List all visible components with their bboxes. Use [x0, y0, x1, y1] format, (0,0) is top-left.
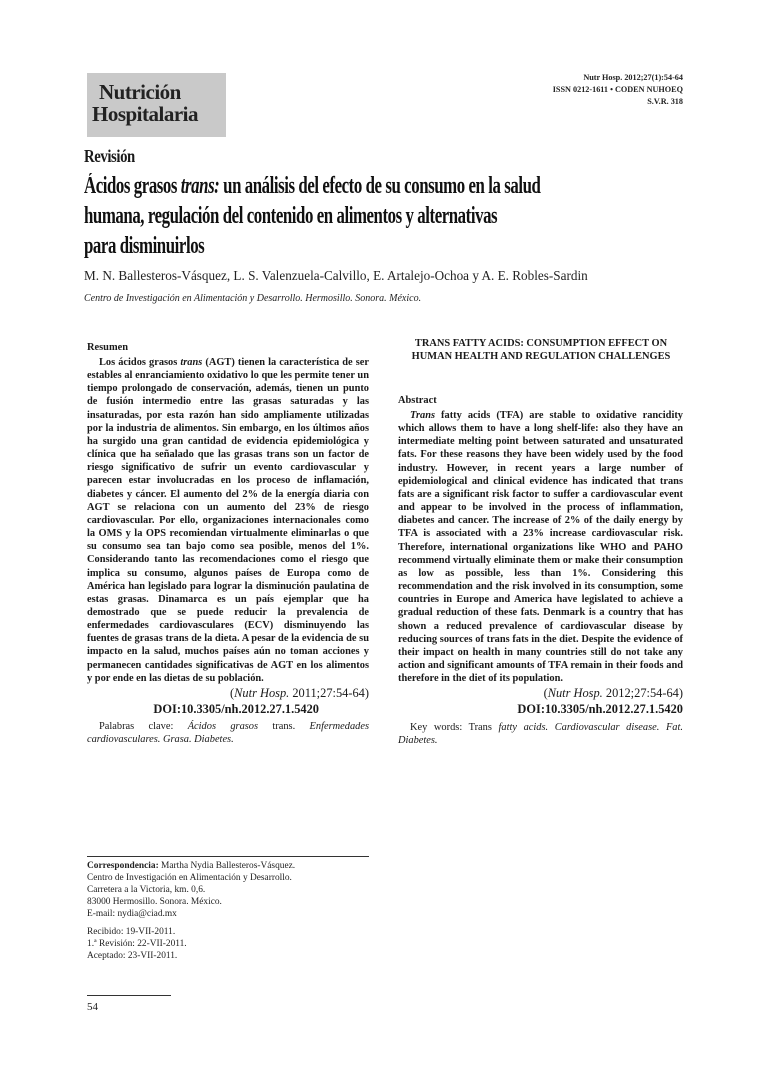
abstract-heading [398, 390, 683, 408]
footer-rule [87, 995, 171, 996]
abstract-keywords: Key words: Trans fatty acids. Cardiovascular disease. Fat. Diabetes. [398, 721, 683, 746]
journal-svr: S.V.R. 318 [647, 97, 683, 106]
correspondence-label: Correspondencia: [87, 861, 159, 871]
abstract-citation: (Nutr Hosp. 2012;27:54-64) [543, 686, 683, 701]
abstract-lead-italic: Trans [410, 410, 436, 421]
abstract-doi[interactable]: DOI:10.3305/nh.2012.27.1.5420 [517, 702, 683, 717]
resumen-lead-italic: trans [180, 357, 203, 368]
resumen-citation: (Nutr Hosp. 2011;27:54-64) [230, 685, 369, 700]
resumen-lead: Los ácidos grasos [99, 357, 181, 368]
resumen-text: (AGT) tienen la característica de ser estables al enranciamiento oxidativo lo que les permite tener un tiempo prolongado de conservación, además, tienen un punto de fusión intermedio entre las grasas saturadas y las insaturadas, por esta razón han sido ampliamente utilizadas por la industria de alimentos. Sin embargo, en los últimos años ha surgido una gran cantidad de evidencia epidemiológica y clínica que ha señalado que las grasas trans son un factor de riesgo significativo de sufrir un evento cardiovascular y parecen estar involucradas en los proceso de inflamación, diabetes y cáncer. El aumento del 2% de la energía diaria con AGT se relaciona con un aumento del 23% de riesgo cardiovascular. Por ello, organizaciones internacionales como la OMS y la OPS recomiendan virtualmente eliminarlas o que su consumo sea tan bajo como sea posible, menos del 1%. Considerando tanto las recomendaciones como el riesgo que implica su consumo, algunos países de Europa como de América han legislado para lograr la disminución paulatina de estas grasas. Dinamarca es un país ejemplar que ha demostrado que se puede reducir la prevalencia de enfermedades cardiovasculares (ECV) disminuyendo las fuentes de grasas trans de la dieta. A pesar de la evidencia de su impacto en la salud, muchos países aún no toman acciones y permanecen cantidades significativas de AGT en los alimentos y por ende en las dietas de su población. [87, 357, 369, 684]
correspondence-institution: Centro de Investigación en Alimentación y Desarrollo. [87, 873, 292, 883]
article-title [84, 171, 574, 261]
resumen-keywords: Palabras clave: Ácidos grasos trans. Enfermedades cardiovasculares. Grasa. Diabetes. [87, 721, 369, 746]
date-received: Recibido: 19-VII-2011. [87, 927, 176, 937]
section-label: Revisión [84, 146, 135, 166]
logo-line-2: Hospitalaria [92, 102, 199, 126]
title-part: un análisis del efecto de su consumo en la salud [219, 173, 541, 199]
resumen-heading [87, 337, 369, 355]
journal-citation: Nutr Hosp. 2012;27(1):54-64 [583, 73, 683, 82]
correspondence-name: Martha Nydia Ballesteros-Vásquez. [158, 861, 296, 871]
correspondence [87, 860, 369, 920]
journal-issn: ISSN 0212-1611 • CODEN NUHOEQ [552, 85, 683, 94]
affiliation: Centro de Investigación en Alimentación y Desarrollo. Hermosillo. Sonora. México. [84, 293, 422, 304]
journal-logo [87, 73, 226, 137]
correspondence-email[interactable]: E-mail: nydia@ciad.mx [87, 909, 177, 919]
date-revision: 1.ª Revisión: 22-VII-2011. [87, 939, 187, 949]
abstract-heading-text: Abstract [398, 395, 437, 406]
title-italic: trans: [180, 173, 220, 199]
date-accepted: Aceptado: 23-VII-2011. [87, 951, 178, 961]
page-number: 54 [87, 1001, 98, 1013]
journal-meta [553, 72, 683, 108]
title-line-3: para disminuirlos [84, 233, 205, 259]
title-part: Ácidos grasos [84, 173, 181, 199]
abstract-body [398, 409, 683, 747]
article-dates [87, 926, 187, 962]
english-title: TRANS FATTY ACIDS: CONSUMPTION EFFECT ON HUMAN HEALTH AND REGULATION CHALLENGES [411, 338, 671, 362]
title-line-2: humana, regulación del contenido en alimentos y alternativas [84, 203, 498, 229]
authors: M. N. Ballesteros-Vásquez, L. S. Valenzuela-Calvillo, E. Artalejo-Ochoa y A. E. Robles-Sardin [84, 268, 588, 283]
abstract-text: fatty acids (TFA) are stable to oxidative rancidity which allows them to have a long shelf-life: also they have an intermediate melting point between saturated and unsaturated fats. For these reasons they have been widely used by the food industry. However, in recent years a large number of epidemiological and clinical evidence has indicated that trans fats are a significant risk factor to suffer a cardiovascular event and appear to be involved in the process of inflammation, diabetes and cancer. The increase of 2% of the daily energy by TFA is associated with a 23% increase cardiovascular risk. Therefore, international organizations like WHO and PAHO recommend virtually eliminate them or make their consumption as low as possible, less than 1%. Considering this recommendation and the risk involved in its consumption, some countries in Europe and America have legislated to achieve a gradual reduction of these fats. Denmark is a country that has shown a reduced prevalence of cardiovascular disease by reducing sources of trans fats in the diet. Despite the evidence of their impact on health in many countries still do not take any action and significant amounts of TFA remain in their foods and therefore in the diet of its population. [398, 410, 683, 685]
resumen-body [87, 356, 369, 746]
correspondence-address: Carretera a la Victoria, km. 0,6. [87, 885, 206, 895]
logo-line-1: Nutrición [99, 80, 181, 104]
correspondence-city: 83000 Hermosillo. Sonora. México. [87, 897, 222, 907]
resumen-doi[interactable]: DOI:10.3305/nh.2012.27.1.5420 [153, 702, 319, 717]
resumen-heading-text: Resumen [87, 342, 128, 353]
correspondence-rule [87, 856, 369, 857]
